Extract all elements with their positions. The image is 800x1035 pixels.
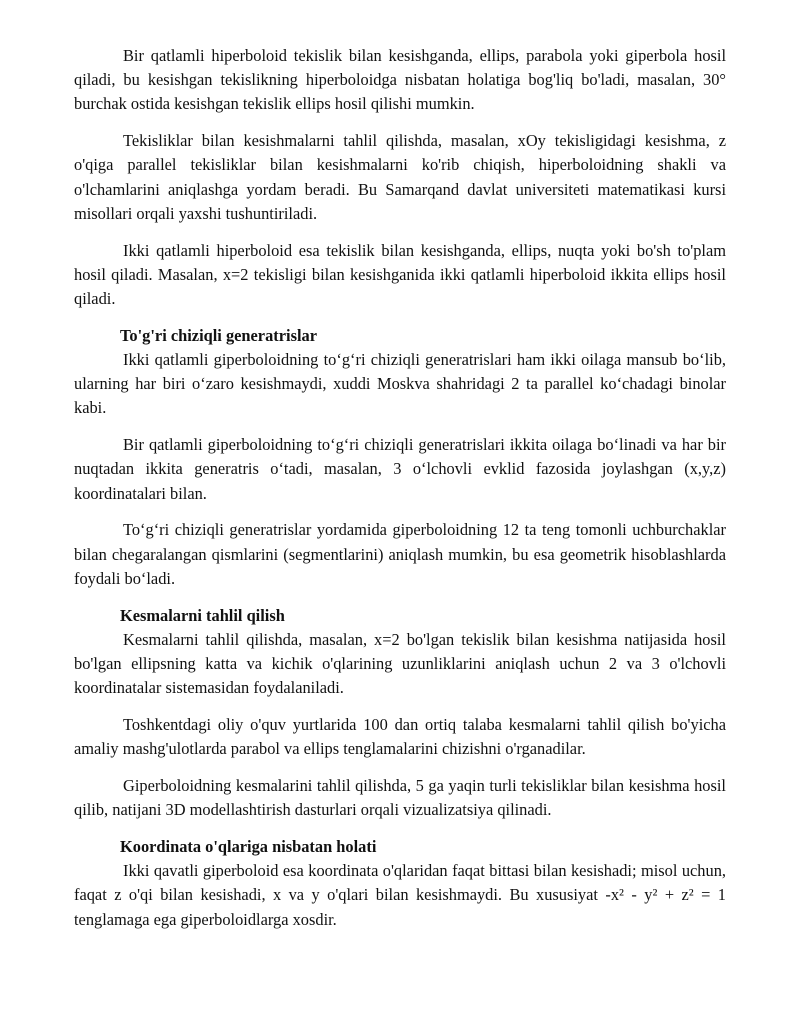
paragraph-generatrix-two-sheet: Ikki qatlamli giperboloidning to‘g‘ri chiziqli generatrislari ham ikki oilaga mansub bo‘lib, ularning har biri o‘zaro kesishmaydi, xuddi Moskva shahridagi 2 ta parallel ko‘chadagi binolar kabi. bbox=[74, 350, 726, 418]
paragraph-plane-sections-analysis: Tekisliklar bilan kesishmalarni tahlil qilishda, masalan, xOy tekisligidagi kesishma, z o'qiga parallel tekisliklar bilan kesishmalarni ko'rib chiqish, hiperboloidning shakli va o'lchamlarini aniqlashga yordam beradi. Bu Samarqand davlat universiteti matematikasi kursi misollari orqali yaxshi tushuntiriladi. bbox=[74, 131, 726, 223]
paragraph-section-3d-visualization: Giperboloidning kesmalarini tahlil qilishda, 5 ga yaqin turli tekisliklar bilan kesishma hosil qilib, natijani 3D modellashtirish dasturlari orqali vizualizatsiya qilinadi. bbox=[74, 776, 726, 820]
heading-rectilinear-generatrices: To'g'ri chiziqli generatrislar bbox=[120, 325, 317, 345]
paragraph-axes-intersection bbox=[74, 859, 726, 932]
document-page bbox=[74, 44, 726, 932]
paragraph-one-sheet-sections: Bir qatlamli hiperboloid tekislik bilan kesishganda, ellips, parabola yoki giperbola hosil qiladi, bu kesishgan tekislikning hiperboloidga nisbatan holatiga bog'liq bo'ladi, masalan, 30° burchak ostida kesishgan tekislik ellips hosil qilishi mumkin. bbox=[74, 46, 726, 114]
paragraph-two-sheet-sections: Ikki qatlamli hiperboloid esa tekislik bilan kesishganda, ellips, nuqta yoki bo'sh to'plam hosil qiladi. Masalan, x=2 tekisligi bilan kesishganida ikki qatlamli hiperboloid ikkita ellips hosil qiladi. bbox=[74, 240, 726, 309]
paragraph-section-ellipse-axes: Kesmalarni tahlil qilishda, masalan, x=2 bo'lgan tekislik bilan kesishma natijasida hosil bo'lgan ellipsning katta va kichik o'qlarining uzunliklarini aniqlash uchun 2 va 3 o'lchovli koordinatalar sistemasidan foydalaniladi. bbox=[74, 629, 726, 698]
paragraph-section-tashkent-students: Toshkentdagi oliy o'quv yurtlarida 100 dan ortiq talaba kesmalarni tahlil qilish bo'yicha amaliy mashg'ulotlarda parabol va ellips tenglamalarini chizishni o'rganadilar. bbox=[74, 715, 726, 759]
hyperboloid-equation: -x² - y² + z² = 1 tenglamaga ega giperboloidlarga xosdir. bbox=[74, 885, 726, 929]
axes-paragraph-text: Ikki qavatli giperboloid esa koordinata o'qlaridan faqat bittasi bilan kesishadi; misol uchun, faqat z o'qi bilan kesishadi, x va y o'qlari bilan kesishmaydi. Bu xususiyat bbox=[74, 861, 726, 905]
heading-section-analysis: Kesmalarni tahlil qilish bbox=[120, 605, 285, 625]
paragraph-generatrix-one-sheet: Bir qatlamli giperboloidning to‘g‘ri chiziqli generatrislari ikkita oilaga bo‘linadi va har bir nuqtadan ikkita generatris o‘tadi, masalan, 3 o‘lchovli evklid fazosida joylashgan (x,y,z) koordinatalari bilan. bbox=[74, 435, 726, 503]
paragraph-generatrix-segments: To‘g‘ri chiziqli generatrislar yordamida giperboloidning 12 ta teng tomonli uchburchaklar bilan chegaralangan qismlarini (segmentlarini) aniqlash mumkin, bu esa geometrik hisoblashlarda foydali bo‘ladi. bbox=[74, 520, 726, 588]
heading-coordinate-axes-position: Koordinata o'qlariga nisbatan holati bbox=[120, 837, 377, 857]
